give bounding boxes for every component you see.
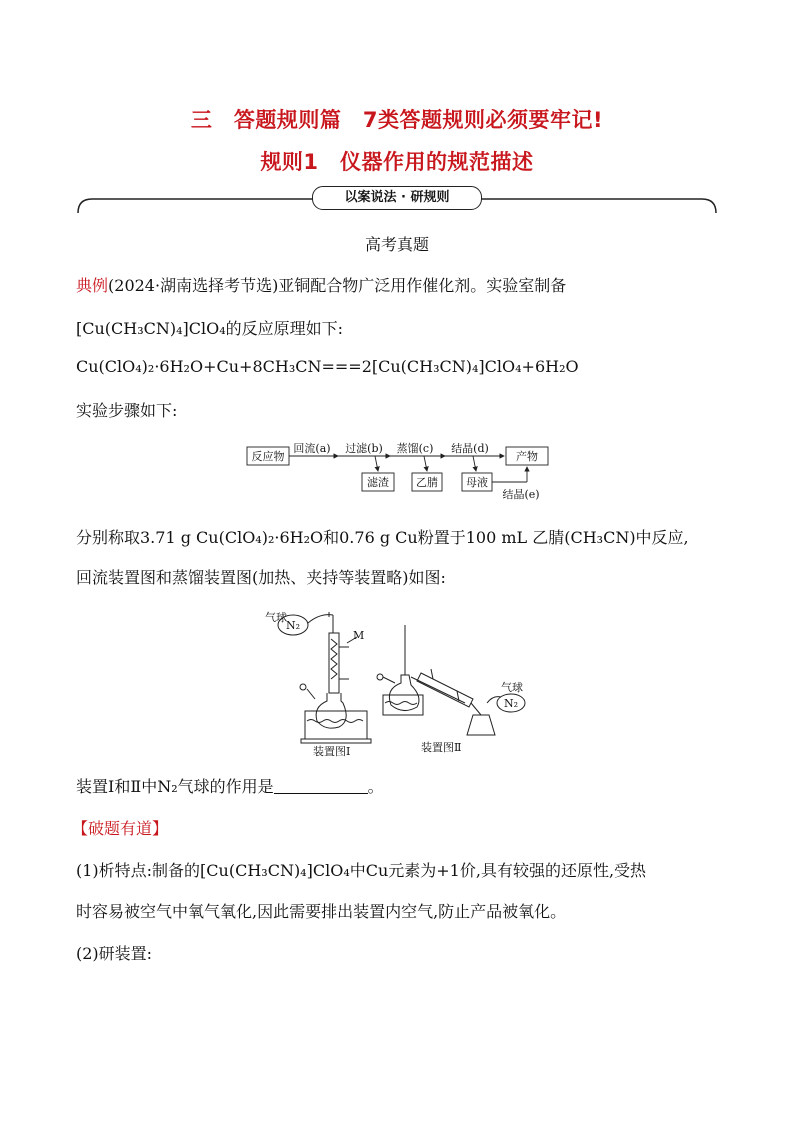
question-line: 装置Ⅰ和Ⅱ中N₂气球的作用是 。: [76, 777, 384, 796]
analysis-1-line-1: (1)析特点:制备的[Cu(CH₃CN)₄]ClO₄中Cu元素为+1价,具有较强的还原性,受热: [76, 861, 647, 880]
section-tag: 【破题有道】: [72, 819, 169, 838]
banner-label: 以案说法 · 研规则: [312, 186, 482, 210]
subtitle: 高考真题: [364, 235, 429, 254]
reaction-equation: Cu(ClO₄)₂·6H₂O+Cu+8CH₃CN===2[Cu(CH₃CN)₄]ClO₄+6H₂O: [76, 357, 579, 376]
example-line-2: [Cu(CH₃CN)₄]ClO₄的反应原理如下:: [76, 319, 344, 338]
example-tag: 典例: [76, 276, 109, 295]
flow-step-b: 过滤(b): [345, 442, 383, 455]
flow-step-d: 结晶(d): [451, 442, 489, 455]
analysis-2: (2)研装置:: [76, 944, 153, 963]
flow-product: 产物: [516, 450, 538, 463]
flow-diagram: [240, 436, 560, 504]
weigh-line-1: 分别称取3.71 g Cu(ClO₄)₂·6H₂O和0.76 g Cu粉置于100 mL 乙腈(CH₃CN)中反应,: [76, 528, 689, 547]
steps-label: 实验步骤如下:: [76, 401, 178, 420]
n2-label-1: N₂: [286, 619, 301, 632]
flow-step-c: 蒸馏(c): [396, 442, 434, 455]
balloon-label-2: 气球: [501, 681, 523, 694]
rule-title: 规则1 仪器作用的规范描述: [260, 150, 534, 174]
weigh-line-2: 回流装置图和蒸馏装置图(加热、夹持等装置略)如图:: [76, 568, 446, 587]
example-source: (2024·湖南选择考节选)亚铜配合物广泛用作催化剂。实验室制备: [108, 276, 567, 295]
condenser-label-m: M: [353, 629, 365, 642]
flow-out-b: 滤渣: [367, 476, 389, 489]
balloon-label-1: 气球: [265, 611, 287, 624]
section-title: 三 答题规则篇 7类答题规则必须要牢记!: [190, 108, 604, 132]
answer-blank[interactable]: [274, 779, 368, 794]
caption-apparatus-1: 装置图Ⅰ: [313, 745, 351, 758]
flow-start: 反应物: [251, 450, 285, 463]
analysis-1-line-2: 时容易被空气中氧气氧化,因此需要排出装置内空气,防止产品被氧化。: [76, 902, 567, 921]
flow-out-d: 母液: [466, 476, 488, 489]
flow-step-e: 结晶(e): [502, 488, 540, 501]
example-line-1: [76, 273, 566, 296]
caption-apparatus-2: 装置图Ⅱ: [421, 741, 462, 754]
apparatus-figure: [255, 603, 555, 758]
complex-formula: [Cu(CH₃CN)₄]ClO₄: [76, 319, 226, 338]
n2-label-2: N₂: [504, 697, 519, 710]
flow-out-c: 乙腈: [416, 476, 438, 489]
flow-step-a: 回流(a): [293, 442, 331, 455]
